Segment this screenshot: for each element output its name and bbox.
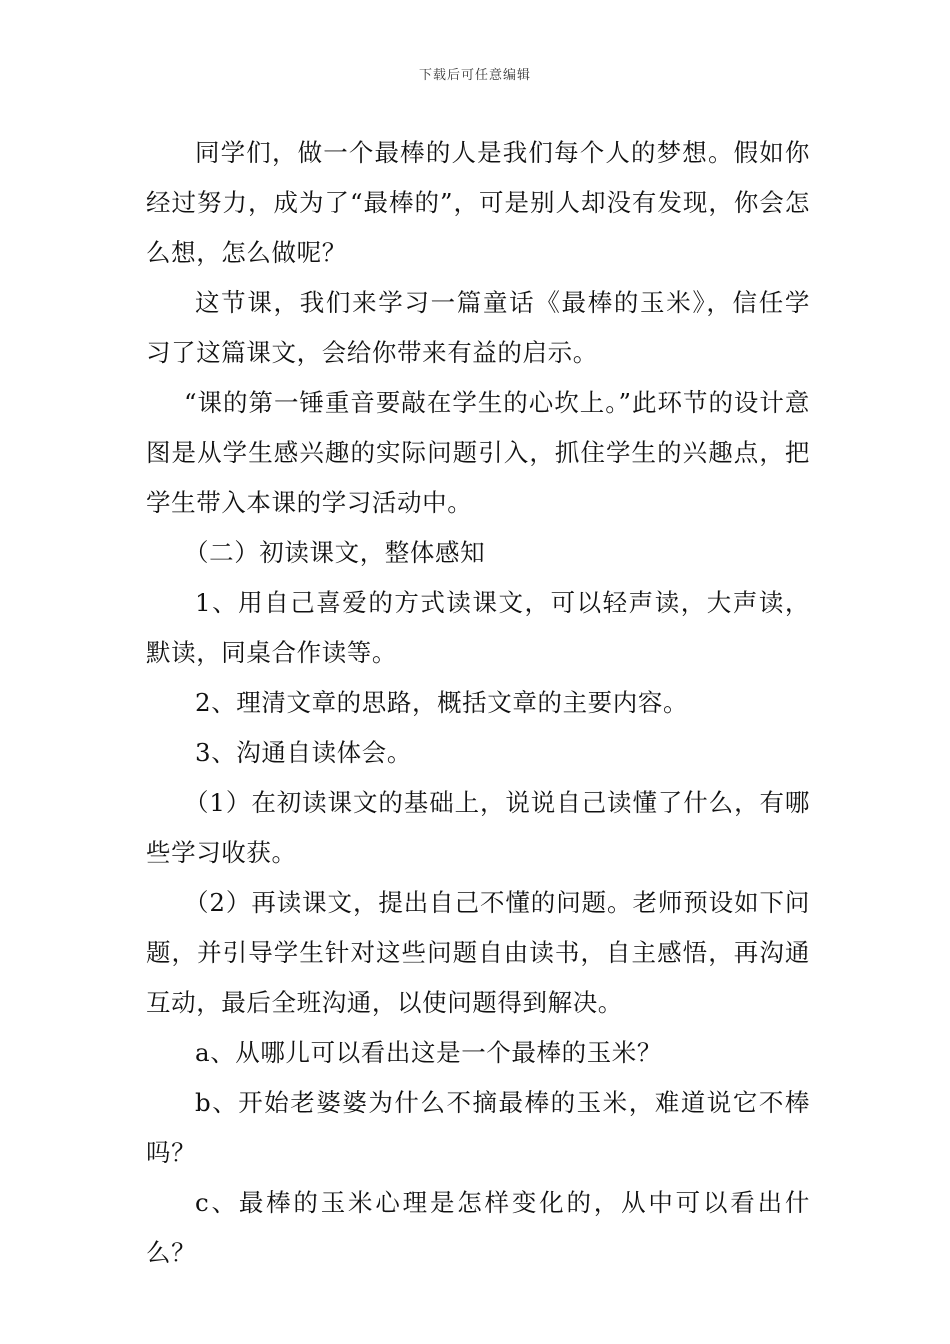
paragraph-design-intent: “课的第一锤重音要敲在学生的心坎上。”此环节的设计意图是从学生感兴趣的实际问题引入，抓住学生的兴趣点，把学生带入本课的学习活动中。	[146, 388, 810, 517]
page-header: 下载后可任意编辑	[418, 68, 531, 83]
sub-item-1: （1）在初读课文的基础上，说说自己读懂了什么，有哪些学习收获。	[146, 788, 810, 867]
list-item-3: 3、沟通自读体会。	[195, 738, 412, 767]
section-heading-first-reading: （二）初读课文，整体感知	[184, 538, 486, 567]
question-c: c、最棒的玉米心理是怎样变化的，从中可以看出什么？	[146, 1188, 810, 1267]
question-a: a、从哪儿可以看出这是一个最棒的玉米？	[195, 1038, 663, 1067]
sub-item-2: （2）再读课文，提出自己不懂的问题。老师预设如下问题，并引导学生针对这些问题自由读书，自主感悟，再沟通互动，最后全班沟通，以使问题得到解决。	[146, 888, 810, 1017]
list-item-2: 2、理清文章的思路，概括文章的主要内容。	[195, 688, 689, 717]
document-body	[146, 128, 810, 1278]
paragraph-intro: 同学们，做一个最棒的人是我们每个人的梦想。假如你经过努力，成为了“最棒的”，可是别人却没有发现，你会怎么想，怎么做呢？	[146, 138, 810, 267]
paragraph-lesson-intro: 这节课，我们来学习一篇童话《最棒的玉米》，信任学习了这篇课文，会给你带来有益的启示。	[146, 288, 810, 367]
question-b: b、开始老婆婆为什么不摘最棒的玉米，难道说它不棒吗？	[146, 1088, 810, 1167]
list-item-1: 1、用自己喜爱的方式读课文，可以轻声读，大声读，默读，同桌合作读等。	[146, 588, 810, 667]
